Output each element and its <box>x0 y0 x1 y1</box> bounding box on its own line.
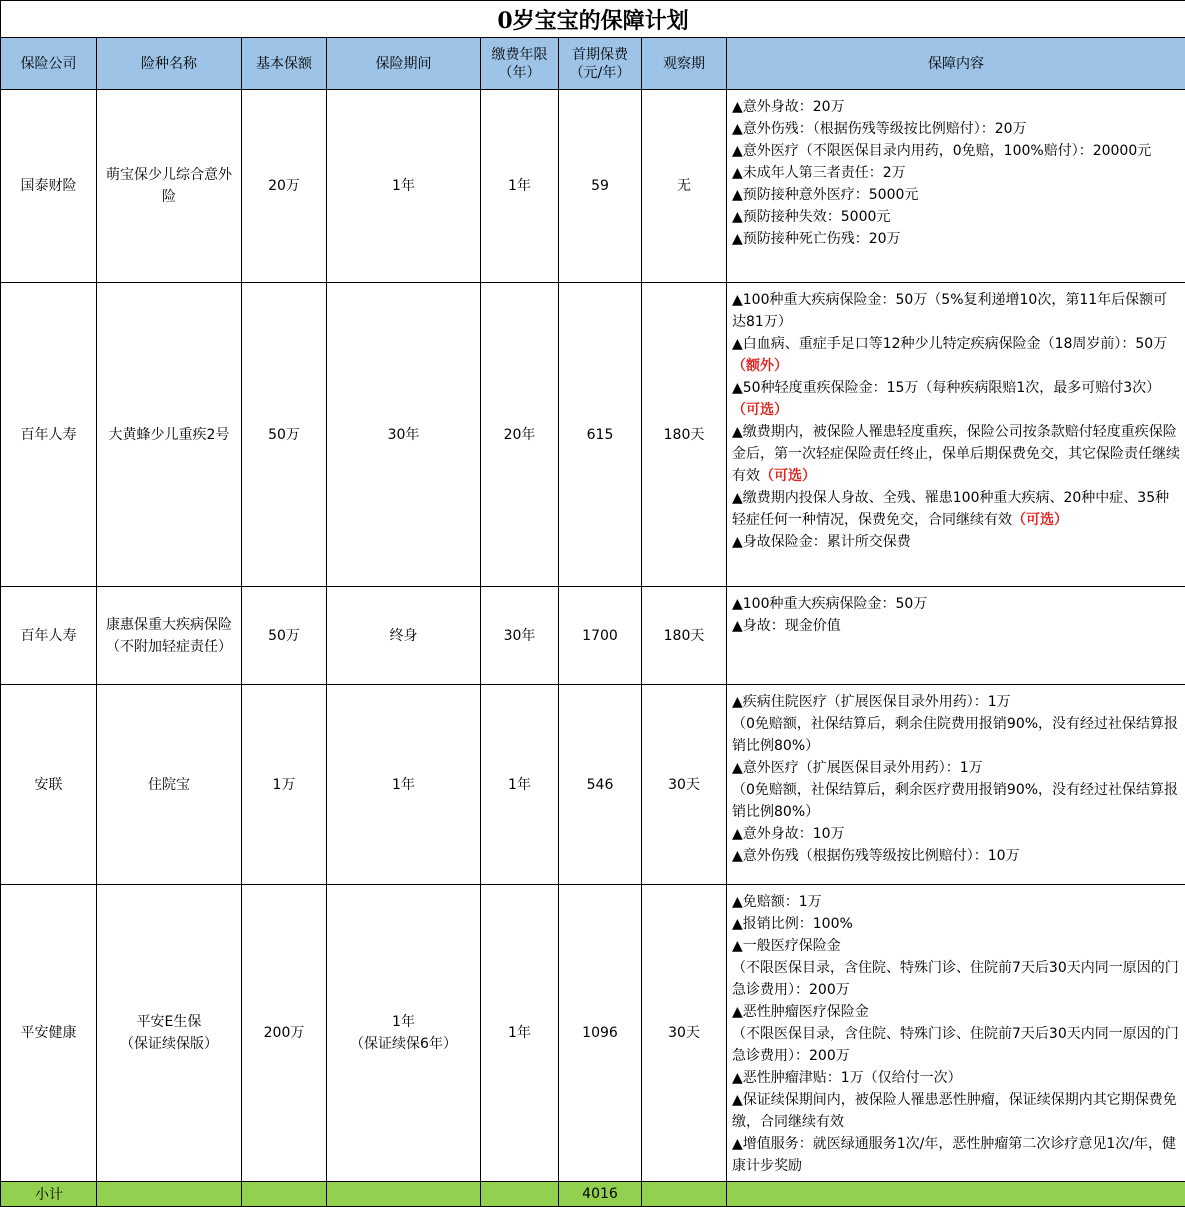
coverage-text: ▲意外伤残（根据伤残等级按比例赔付）：10万 <box>732 848 1020 864</box>
coverage-item <box>732 593 1181 615</box>
coverage-item <box>732 1089 1181 1133</box>
header-sum-insured: 基本保额 <box>242 38 327 90</box>
header-pay-years-line1: 缴费年限 <box>492 47 548 63</box>
product-name-line: 平安E生保 <box>137 1014 202 1030</box>
coverage-item <box>732 228 1181 250</box>
coverage-text: ▲意外身故：20万 <box>732 99 845 115</box>
cell-waiting: 180天 <box>642 283 727 587</box>
product-name-line: 险 <box>162 189 176 205</box>
cell-pay-years: 1年 <box>481 885 559 1182</box>
cell-coverage <box>727 685 1185 885</box>
coverage-item <box>732 891 1181 913</box>
total-empty-cell <box>642 1182 727 1207</box>
total-empty-cell <box>327 1182 481 1207</box>
coverage-text: （0免赔额，社保结算后，剩余医疗费用报销90%，没有经过社保结算报销比例80%） <box>732 782 1178 820</box>
cell-product <box>97 685 242 885</box>
cell-waiting: 无 <box>642 90 727 283</box>
coverage-text: ▲预防接种失效：5000元 <box>732 209 890 225</box>
product-name-line: （不附加轻症责任） <box>106 639 232 655</box>
cell-company: 百年人寿 <box>1 283 97 587</box>
header-row <box>1 38 1185 90</box>
coverage-item <box>732 140 1181 162</box>
coverage-item <box>732 333 1181 377</box>
coverage-text: ▲100种重大疾病保险金：50万（5%复利递增10次，第11年后保额可达81万） <box>732 292 1167 330</box>
cell-sum-insured: 1万 <box>242 685 327 885</box>
coverage-item <box>732 1001 1181 1023</box>
coverage-text: （不限医保目录，含住院、特殊门诊、住院前7天后30天内同一原因的门急诊费用）：200万 <box>732 1026 1179 1064</box>
cell-premium: 546 <box>559 685 642 885</box>
coverage-item <box>732 913 1181 935</box>
cell-pay-years: 1年 <box>481 685 559 885</box>
coverage-text: （0免赔额，社保结算后，剩余住院费用报销90%，没有经过社保结算报销比例80%） <box>732 716 1178 754</box>
cell-period <box>327 685 481 885</box>
table-row <box>1 685 1185 885</box>
cell-coverage <box>727 587 1185 685</box>
coverage-text: ▲恶性肿瘤医疗保险金 <box>732 1004 869 1020</box>
coverage-item <box>732 1133 1181 1177</box>
coverage-item <box>732 377 1181 421</box>
cell-premium: 59 <box>559 90 642 283</box>
header-waiting: 观察期 <box>642 38 727 90</box>
coverage-text: ▲疾病住院医疗（扩展医保目录外用药）：1万 <box>732 694 1011 710</box>
cell-company: 国泰财险 <box>1 90 97 283</box>
coverage-item <box>732 779 1181 823</box>
coverage-text: ▲意外身故：10万 <box>732 826 845 842</box>
coverage-item <box>732 162 1181 184</box>
header-premium <box>559 38 642 90</box>
cell-coverage <box>727 283 1185 587</box>
header-product: 险种名称 <box>97 38 242 90</box>
coverage-text: ▲未成年人第三者责任：2万 <box>732 165 906 181</box>
period-line: （保证续保6年） <box>350 1036 457 1052</box>
table-body <box>1 90 1185 1182</box>
table-row <box>1 587 1185 685</box>
period-line: 终身 <box>390 628 418 644</box>
coverage-item <box>732 118 1181 140</box>
header-company: 保险公司 <box>1 38 97 90</box>
cell-period <box>327 587 481 685</box>
product-name-line: 住院宝 <box>148 777 190 793</box>
total-empty-cell <box>481 1182 559 1207</box>
table-row <box>1 90 1185 283</box>
coverage-text: ▲恶性肿瘤津贴：1万（仅给付一次） <box>732 1070 962 1086</box>
total-empty-cell <box>727 1182 1185 1207</box>
coverage-text: ▲免赔额：1万 <box>732 894 822 910</box>
cell-premium: 1096 <box>559 885 642 1182</box>
coverage-text: ▲一般医疗保险金 <box>732 938 841 954</box>
cell-product <box>97 885 242 1182</box>
cell-sum-insured: 20万 <box>242 90 327 283</box>
coverage-text: ▲50种轻度重疾保险金：15万（每种疾病限赔1次，最多可赔付3次） <box>732 380 1160 396</box>
coverage-text: ▲100种重大疾病保险金：50万 <box>732 596 927 612</box>
total-empty-cell <box>97 1182 242 1207</box>
coverage-tag: （可选） <box>760 468 816 484</box>
coverage-item <box>732 957 1181 1001</box>
coverage-text: ▲身故：现金价值 <box>732 618 841 634</box>
cell-product <box>97 90 242 283</box>
cell-period <box>327 283 481 587</box>
coverage-item <box>732 615 1181 637</box>
total-empty-cell <box>242 1182 327 1207</box>
period-line: 1年 <box>392 178 415 194</box>
cell-company: 百年人寿 <box>1 587 97 685</box>
cell-sum-insured: 50万 <box>242 587 327 685</box>
total-premium: 4016 <box>559 1182 642 1207</box>
coverage-text: ▲增值服务：就医绿通服务1次/年，恶性肿瘤第二次诊疗意见1次/年，健康计步奖励 <box>732 1136 1176 1174</box>
cell-period <box>327 885 481 1182</box>
product-name-line: 大黄蜂少儿重疾2号 <box>109 427 230 443</box>
table-row <box>1 885 1185 1182</box>
cell-company: 平安健康 <box>1 885 97 1182</box>
coverage-item <box>732 184 1181 206</box>
header-pay-years-line2: （年） <box>499 65 541 81</box>
coverage-item <box>732 757 1181 779</box>
cell-premium: 615 <box>559 283 642 587</box>
total-row <box>1 1182 1185 1207</box>
period-line: 1年 <box>392 777 415 793</box>
coverage-text: ▲报销比例：100% <box>732 916 853 932</box>
coverage-item <box>732 531 1181 553</box>
cell-waiting: 180天 <box>642 587 727 685</box>
coverage-tag: （可选） <box>732 402 788 418</box>
coverage-text: ▲保证续保期间内，被保险人罹患恶性肿瘤，保证续保期内其它期保费免缴，合同继续有效 <box>732 1092 1177 1130</box>
cell-pay-years: 30年 <box>481 587 559 685</box>
coverage-item <box>732 845 1181 867</box>
coverage-item <box>732 1023 1181 1067</box>
coverage-item <box>732 823 1181 845</box>
header-premium-line2: （元/年） <box>570 65 631 81</box>
header-period: 保险期间 <box>327 38 481 90</box>
cell-sum-insured: 200万 <box>242 885 327 1182</box>
coverage-item <box>732 289 1181 333</box>
cell-company: 安联 <box>1 685 97 885</box>
coverage-text: ▲白血病、重症手足口等12种少儿特定疾病保险金（18周岁前）：50万 <box>732 336 1167 352</box>
cell-pay-years: 1年 <box>481 90 559 283</box>
cell-product <box>97 283 242 587</box>
coverage-text: （不限医保目录，含住院、特殊门诊、住院前7天后30天内同一原因的门急诊费用）：200万 <box>732 960 1179 998</box>
coverage-text: ▲预防接种意外医疗：5000元 <box>732 187 918 203</box>
coverage-text: ▲身故保险金：累计所交保费 <box>732 534 911 550</box>
coverage-text: ▲意外医疗（不限医保目录内用药，0免赔，100%赔付）：20000元 <box>732 143 1151 159</box>
coverage-text: ▲意外伤残：（根据伤残等级按比例赔付）：20万 <box>732 121 1027 137</box>
coverage-item <box>732 487 1181 531</box>
header-coverage: 保障内容 <box>727 38 1185 90</box>
period-line: 1年 <box>392 1014 415 1030</box>
coverage-item <box>732 421 1181 487</box>
period-line: 30年 <box>388 427 420 443</box>
coverage-text: ▲缴费期内，被保险人罹患轻度重疾，保险公司按条款赔付轻度重疾保险金后，第一次轻症保险责任终止，保单后期保费免交，其它保险责任继续有效 <box>732 424 1180 484</box>
coverage-text: ▲预防接种死亡伤残：20万 <box>732 231 901 247</box>
coverage-item <box>732 1067 1181 1089</box>
header-pay-years <box>481 38 559 90</box>
coverage-tag: （可选） <box>1012 512 1068 528</box>
page-title: 0岁宝宝的保障计划 <box>1 1 1185 38</box>
coverage-item <box>732 691 1181 713</box>
cell-waiting: 30天 <box>642 685 727 885</box>
coverage-text: ▲缴费期内投保人身故、全残、罹患100种重大疾病、20种中症、35种轻症任何一种情况，保费免交，合同继续有效 <box>732 490 1169 528</box>
coverage-tag: （额外） <box>732 358 788 374</box>
header-premium-line1: 首期保费 <box>572 47 628 63</box>
cell-period <box>327 90 481 283</box>
cell-pay-years: 20年 <box>481 283 559 587</box>
table-row <box>1 283 1185 587</box>
cell-coverage <box>727 885 1185 1182</box>
cell-coverage <box>727 90 1185 283</box>
cell-sum-insured: 50万 <box>242 283 327 587</box>
coverage-item <box>732 713 1181 757</box>
cell-premium: 1700 <box>559 587 642 685</box>
product-name-line: 萌宝保少儿综合意外 <box>106 167 232 183</box>
product-name-line: （保证续保版） <box>120 1036 218 1052</box>
coverage-item <box>732 206 1181 228</box>
product-name-line: 康惠保重大疾病保险 <box>106 617 232 633</box>
coverage-text: ▲意外医疗（扩展医保目录外用药）：1万 <box>732 760 983 776</box>
cell-waiting: 30天 <box>642 885 727 1182</box>
total-label: 小计 <box>1 1182 97 1207</box>
coverage-item <box>732 96 1181 118</box>
cell-product <box>97 587 242 685</box>
coverage-item <box>732 935 1181 957</box>
